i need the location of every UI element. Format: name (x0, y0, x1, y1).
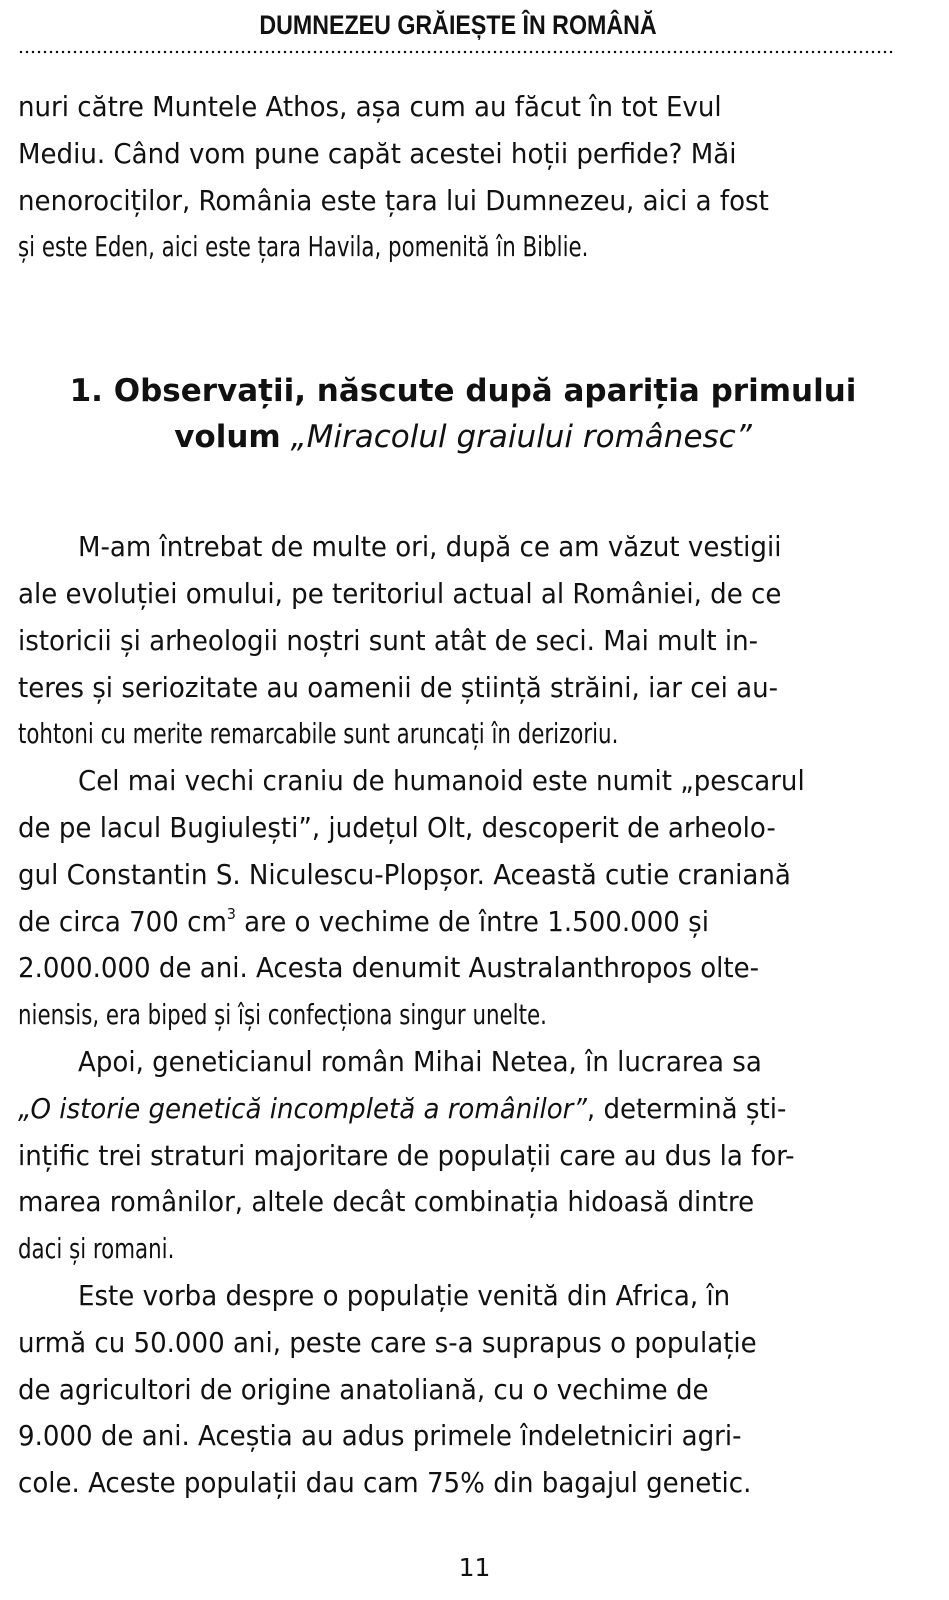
text-line-with-italic (18, 1086, 890, 1133)
text-line: de pe lacul Bugiulești”, județul Olt, descoperit de arheolo- (18, 810, 776, 844)
text-line: M-am întrebat de multe ori, după ce am văzut vestigii (78, 530, 782, 564)
section-body (18, 524, 890, 1507)
paragraph-2 (18, 758, 890, 1039)
dotted-divider (18, 50, 894, 54)
text-fragment: de circa 700 cm (18, 904, 227, 938)
italic-book-title: „O istorie genetică incompletă a românilor” (18, 1091, 587, 1125)
superscript: 3 (226, 904, 236, 923)
text-fragment: are o vechime de între 1.500.000 și (235, 904, 709, 938)
text-line: Cel mai vechi craniu de humanoid este numit „pescarul (78, 764, 805, 798)
text-line: niensis, era biped și își confecționa singur unelte. (18, 998, 547, 1032)
text-line: nuri către Muntele Athos, așa cum au făcut în tot Evul (18, 90, 722, 123)
book-page (18, 0, 890, 1507)
paragraph-3 (18, 1039, 890, 1273)
text-line: și este Eden, aici este țara Havila, pomenită în Biblie. (18, 230, 589, 264)
heading-italic-title: „Miracolul graiului românesc” (290, 419, 752, 456)
paragraph-4 (18, 1273, 890, 1507)
page-number: 11 (458, 1553, 491, 1582)
text-line-with-superscript (18, 899, 890, 946)
text-line: Este vorba despre o populație venită din Africa, în (78, 1278, 731, 1312)
heading-bold-part: volum (174, 419, 281, 456)
paragraph-1 (18, 524, 890, 758)
text-line: de agricultori de origine anatoliană, cu o vechime de (18, 1372, 709, 1406)
text-line: 9.000 de ani. Aceștia au adus primele îndeletniciri agri- (18, 1419, 742, 1453)
heading-line-2 (36, 414, 890, 460)
text-line: nenorociților, România este țara lui Dumnezeu, aici a fost (18, 183, 769, 217)
text-line: urmă cu 50.000 ani, peste care s-a suprapus o populație (18, 1325, 757, 1359)
text-line: ințific trei straturi majoritare de populații care au dus la for- (18, 1138, 795, 1172)
text-line: istoricii și arheologii noștri sunt atât de seci. Mai mult in- (18, 623, 759, 657)
text-line: Mediu. Când vom pune capăt acestei hoții perfide? Măi (18, 136, 737, 170)
section-heading (18, 368, 890, 460)
text-line: cole. Aceste populații dau cam 75% din bagajul genetic. (18, 1466, 752, 1500)
text-line: 2.000.000 de ani. Acesta denumit Australanthropos olte- (18, 951, 760, 985)
text-line: marea românilor, altele decât combinația hidoasă dintre (18, 1185, 755, 1219)
text-line: daci și romani. (18, 1232, 175, 1266)
text-line: teres și seriozitate au oamenii de știință străini, iar cei au- (18, 670, 779, 704)
text-line: Apoi, geneticianul român Mihai Netea, în lucrarea sa (78, 1044, 762, 1078)
text-fragment: , determină ști- (586, 1091, 787, 1125)
running-head: DUMNEZEU GRĂIEȘTE ÎN ROMÂNĂ (259, 10, 657, 40)
text-line: gul Constantin S. Niculescu-Plopșor. Această cutie craniană (18, 857, 791, 891)
heading-line-1: 1. Observații, născute după apariția primului (69, 373, 857, 410)
opening-paragraph (18, 84, 890, 271)
text-line: tohtoni cu merite remarcabile sunt aruncați în derizoriu. (18, 717, 619, 751)
text-line: ale evoluției omului, pe teritoriul actual al României, de ce (18, 576, 782, 610)
